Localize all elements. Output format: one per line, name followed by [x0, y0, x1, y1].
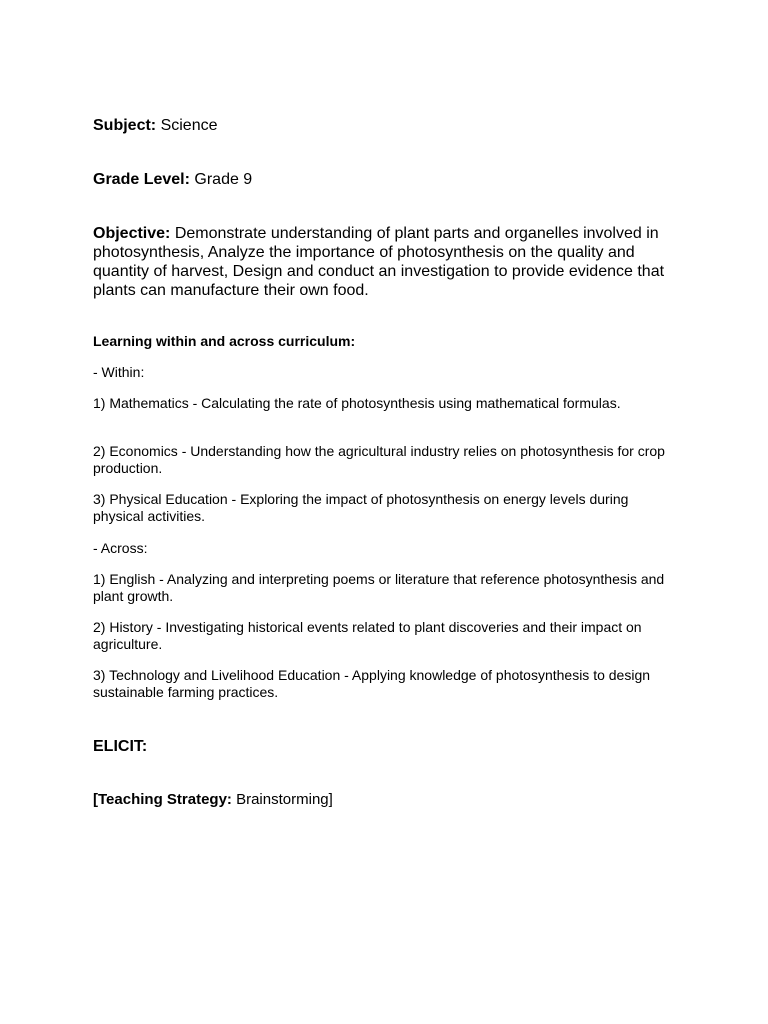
within-item: 1) Mathematics - Calculating the rate of photosynthesis using mathematical formulas. — [93, 395, 621, 411]
objective-label: Objective: — [93, 225, 171, 242]
teaching-strategy-value: Brainstorming — [236, 791, 329, 808]
elicit-heading: ELICIT: — [93, 738, 148, 755]
subject-value: Science — [160, 117, 218, 134]
within-item: 2) Economics - Understanding how the agricultural industry relies on photosynthesis for crop production. — [93, 443, 665, 476]
teaching-strategy-label: Teaching Strategy: — [98, 791, 232, 808]
within-label: - Within: — [93, 364, 145, 380]
teaching-strategy-open-bracket: [ — [93, 791, 98, 808]
grade-level-line — [93, 170, 678, 189]
teaching-strategy-line — [93, 791, 678, 809]
subject-label: Subject: — [93, 117, 157, 134]
grade-level-label: Grade Level: — [93, 171, 190, 188]
within-item: 3) Physical Education - Exploring the impact of photosynthesis on energy levels during physical activities. — [93, 491, 629, 524]
objective-text: Demonstrate understanding of plant parts and organelles involved in photosynthesis, Analyze the importance of photosynthesis on the quality and quantity of harvest, Design and conduct an investigation to provide evidence that plants can manufacture their own food. — [93, 225, 665, 299]
across-label: - Across: — [93, 540, 148, 556]
objective-paragraph — [93, 224, 678, 300]
grade-level-value: Grade 9 — [194, 171, 253, 188]
across-item: 3) Technology and Livelihood Education - Applying knowledge of photosynthesis to design sustainable farming practices. — [93, 667, 651, 700]
across-item: 2) History - Investigating historical events related to plant discoveries and their impact on agriculture. — [93, 619, 642, 652]
across-item: 1) English - Analyzing and interpreting poems or literature that reference photosynthesis and plant growth. — [93, 571, 665, 604]
teaching-strategy-close-bracket: ] — [328, 791, 333, 808]
learning-heading: Learning within and across curriculum: — [93, 333, 356, 349]
subject-line — [93, 116, 678, 135]
